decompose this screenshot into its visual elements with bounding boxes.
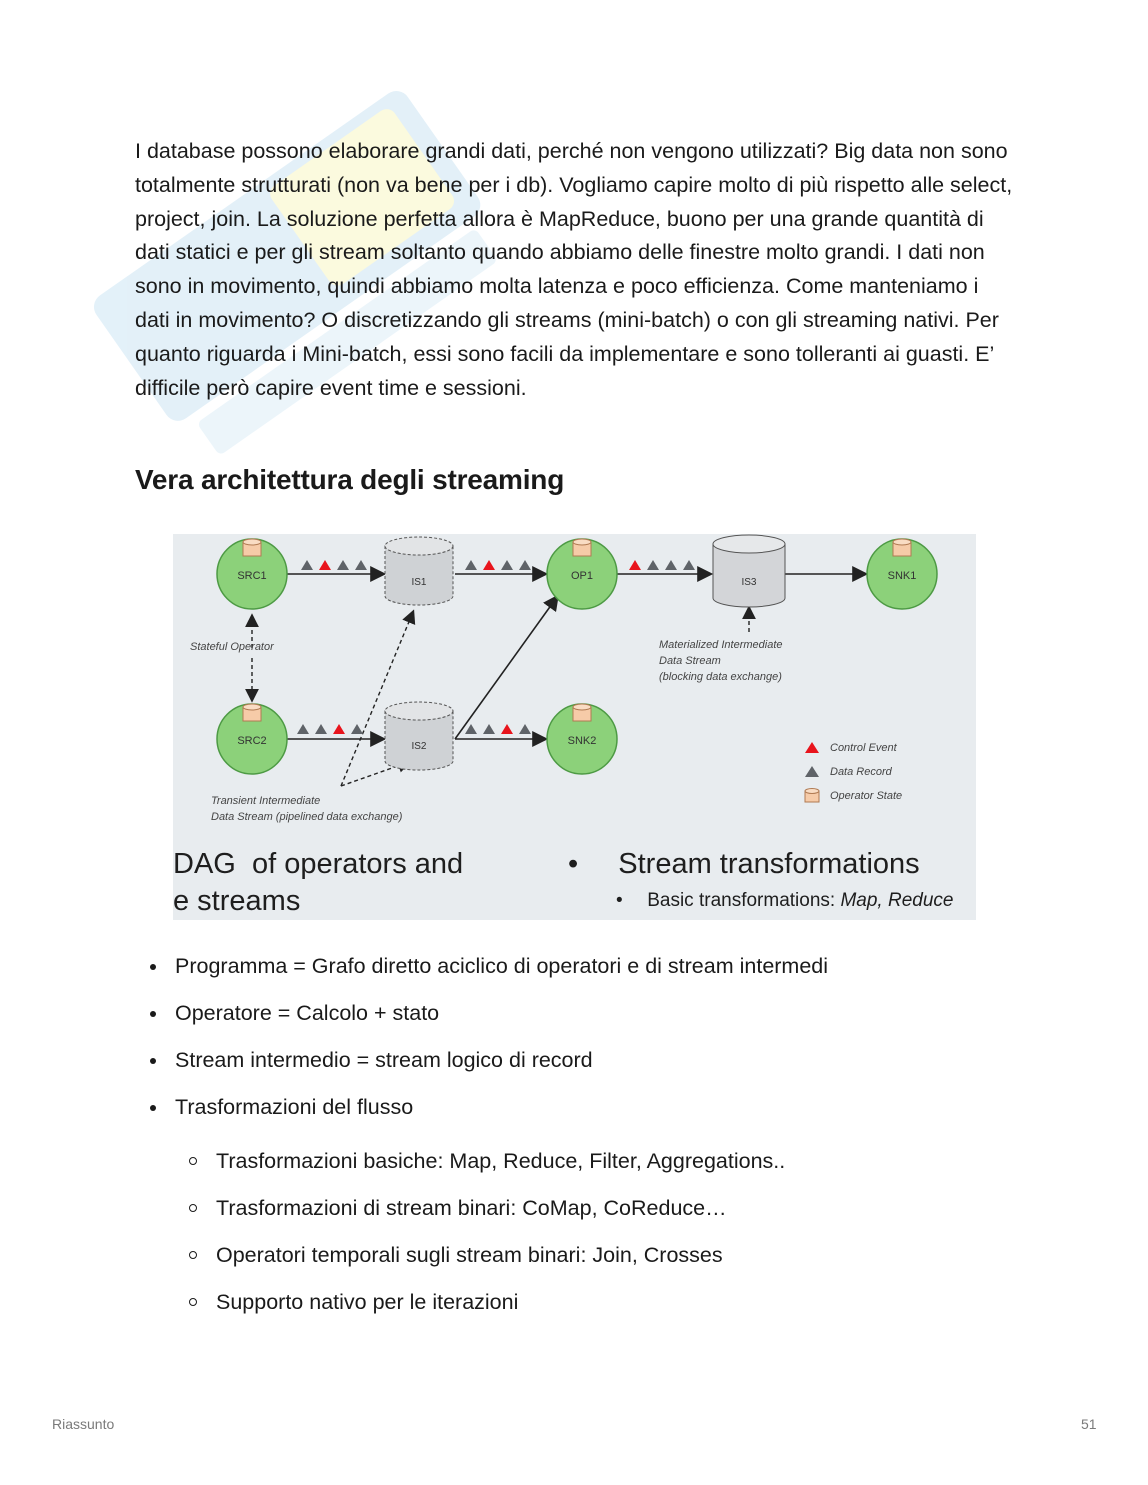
node-is2 [385, 702, 453, 770]
node-snk1-label: SNK1 [887, 570, 917, 582]
data-record-token [465, 560, 477, 570]
node-src1-label: SRC1 [237, 570, 267, 582]
caption-right-bullet: • [568, 848, 579, 880]
legend-control-event-icon [805, 742, 819, 753]
control-event-token [319, 560, 331, 570]
node-snk2 [547, 704, 617, 774]
data-record-token [519, 724, 531, 734]
caption-left-line-1: DAG of operators and [173, 848, 464, 880]
annotation-materialized-3: (blocking data exchange) [659, 671, 782, 683]
sub-list-item: Trasformazioni basiche: Map, Reduce, Filter, Aggregations.. [175, 1147, 1035, 1175]
data-record-token [301, 560, 313, 570]
node-snk2-label: SNK2 [567, 735, 597, 747]
caption-sub-plain: Basic transformations: [647, 890, 841, 911]
figure-caption-right [568, 846, 920, 883]
data-record-token [297, 724, 309, 734]
legend-operator-state: Operator State [830, 790, 903, 802]
caption-sub-italic: Map, Reduce [840, 890, 954, 911]
data-record-token [355, 560, 367, 570]
node-is1 [385, 537, 453, 605]
data-record-token [647, 560, 659, 570]
legend-data-record: Data Record [830, 766, 892, 778]
data-record-token [337, 560, 349, 570]
list-item: Stream intermedio = stream logico di record [135, 1046, 1035, 1074]
legend-control-event: Control Event [830, 742, 897, 754]
data-record-token [683, 560, 695, 570]
data-record-token [519, 560, 531, 570]
legend-data-record-icon [805, 766, 819, 777]
intro-paragraph: I database possono elaborare grandi dati, perché non vengono utilizzati? Big data non sono totalmente strutturati (non va bene per i db). Vogliamo capire molto di più rispetto alle select, project, join. La soluzione perfetta allora è MapReduce, buono per una grande quantità di dati statici e per gli stream soltanto quando abbiamo delle finestre molto grandi. I dati non sono in movimento, quindi abbiamo molta latenza e poco efficienza. Come manteniamo i dati in movimento? O discretizzando gli streams (mini-batch) o con gli streaming nativi. Per quanto riguarda i Mini-batch, essi sono facili da implementare e sono tolleranti ai guasti. E’ difficile però capire event time e sessioni. [135, 139, 1013, 400]
annotation-materialized-1: Materialized Intermediate [659, 639, 783, 651]
node-is2-label: IS2 [411, 741, 427, 752]
sub-list-item: Operatori temporali sugli stream binari: Join, Crosses [175, 1241, 1035, 1269]
main-bullet-list [135, 952, 1035, 1140]
node-src1 [217, 539, 287, 609]
control-event-token [483, 560, 495, 570]
annotation-stateful: Stateful Operator [190, 641, 274, 653]
control-event-token [629, 560, 641, 570]
control-event-token [333, 724, 345, 734]
node-src2-label: SRC2 [237, 735, 267, 747]
node-src2 [217, 704, 287, 774]
sub-list-item: Trasformazioni di stream binari: CoMap, CoReduce… [175, 1194, 1035, 1222]
list-item: Trasformazioni del flusso [135, 1093, 1035, 1121]
sub-list-item: Supporto nativo per le iterazioni [175, 1288, 1035, 1316]
node-snk1 [867, 539, 937, 609]
page-number: 51 [1081, 1416, 1097, 1432]
node-is3-label: IS3 [741, 577, 757, 588]
footer-title: Riassunto [52, 1416, 115, 1432]
legend-operator-state-icon [805, 789, 819, 803]
caption-left-line-2: e streams [173, 885, 301, 917]
data-record-token [315, 724, 327, 734]
data-record-token [465, 724, 477, 734]
data-record-token [351, 724, 363, 734]
edge-is2-op1 [455, 597, 557, 739]
list-item: Programma = Grafo diretto aciclico di operatori e di stream intermedi [135, 952, 1035, 980]
node-op1-label: OP1 [570, 570, 594, 582]
caption-right-text: Stream transformations [618, 848, 920, 880]
figure-caption-subitem [616, 890, 953, 912]
node-is3 [713, 535, 785, 607]
data-record-token [483, 724, 495, 734]
data-record-token [501, 560, 513, 570]
control-event-token [501, 724, 513, 734]
figure-caption-left [173, 846, 463, 920]
caption-sub-bullet: • [616, 890, 623, 911]
streaming-architecture-figure [173, 534, 976, 920]
annotation-transient-2: Data Stream (pipelined data exchange) [211, 811, 403, 823]
data-record-token [665, 560, 677, 570]
node-is1-label: IS1 [411, 577, 427, 588]
list-item: Operatore = Calcolo + stato [135, 999, 1035, 1027]
sub-bullet-list [175, 1147, 1035, 1335]
section-heading: Vera architettura degli streaming [135, 464, 565, 495]
node-op1 [547, 539, 617, 609]
annotation-transient-1: Transient Intermediate [211, 795, 321, 807]
annotation-materialized-2: Data Stream [659, 655, 721, 667]
